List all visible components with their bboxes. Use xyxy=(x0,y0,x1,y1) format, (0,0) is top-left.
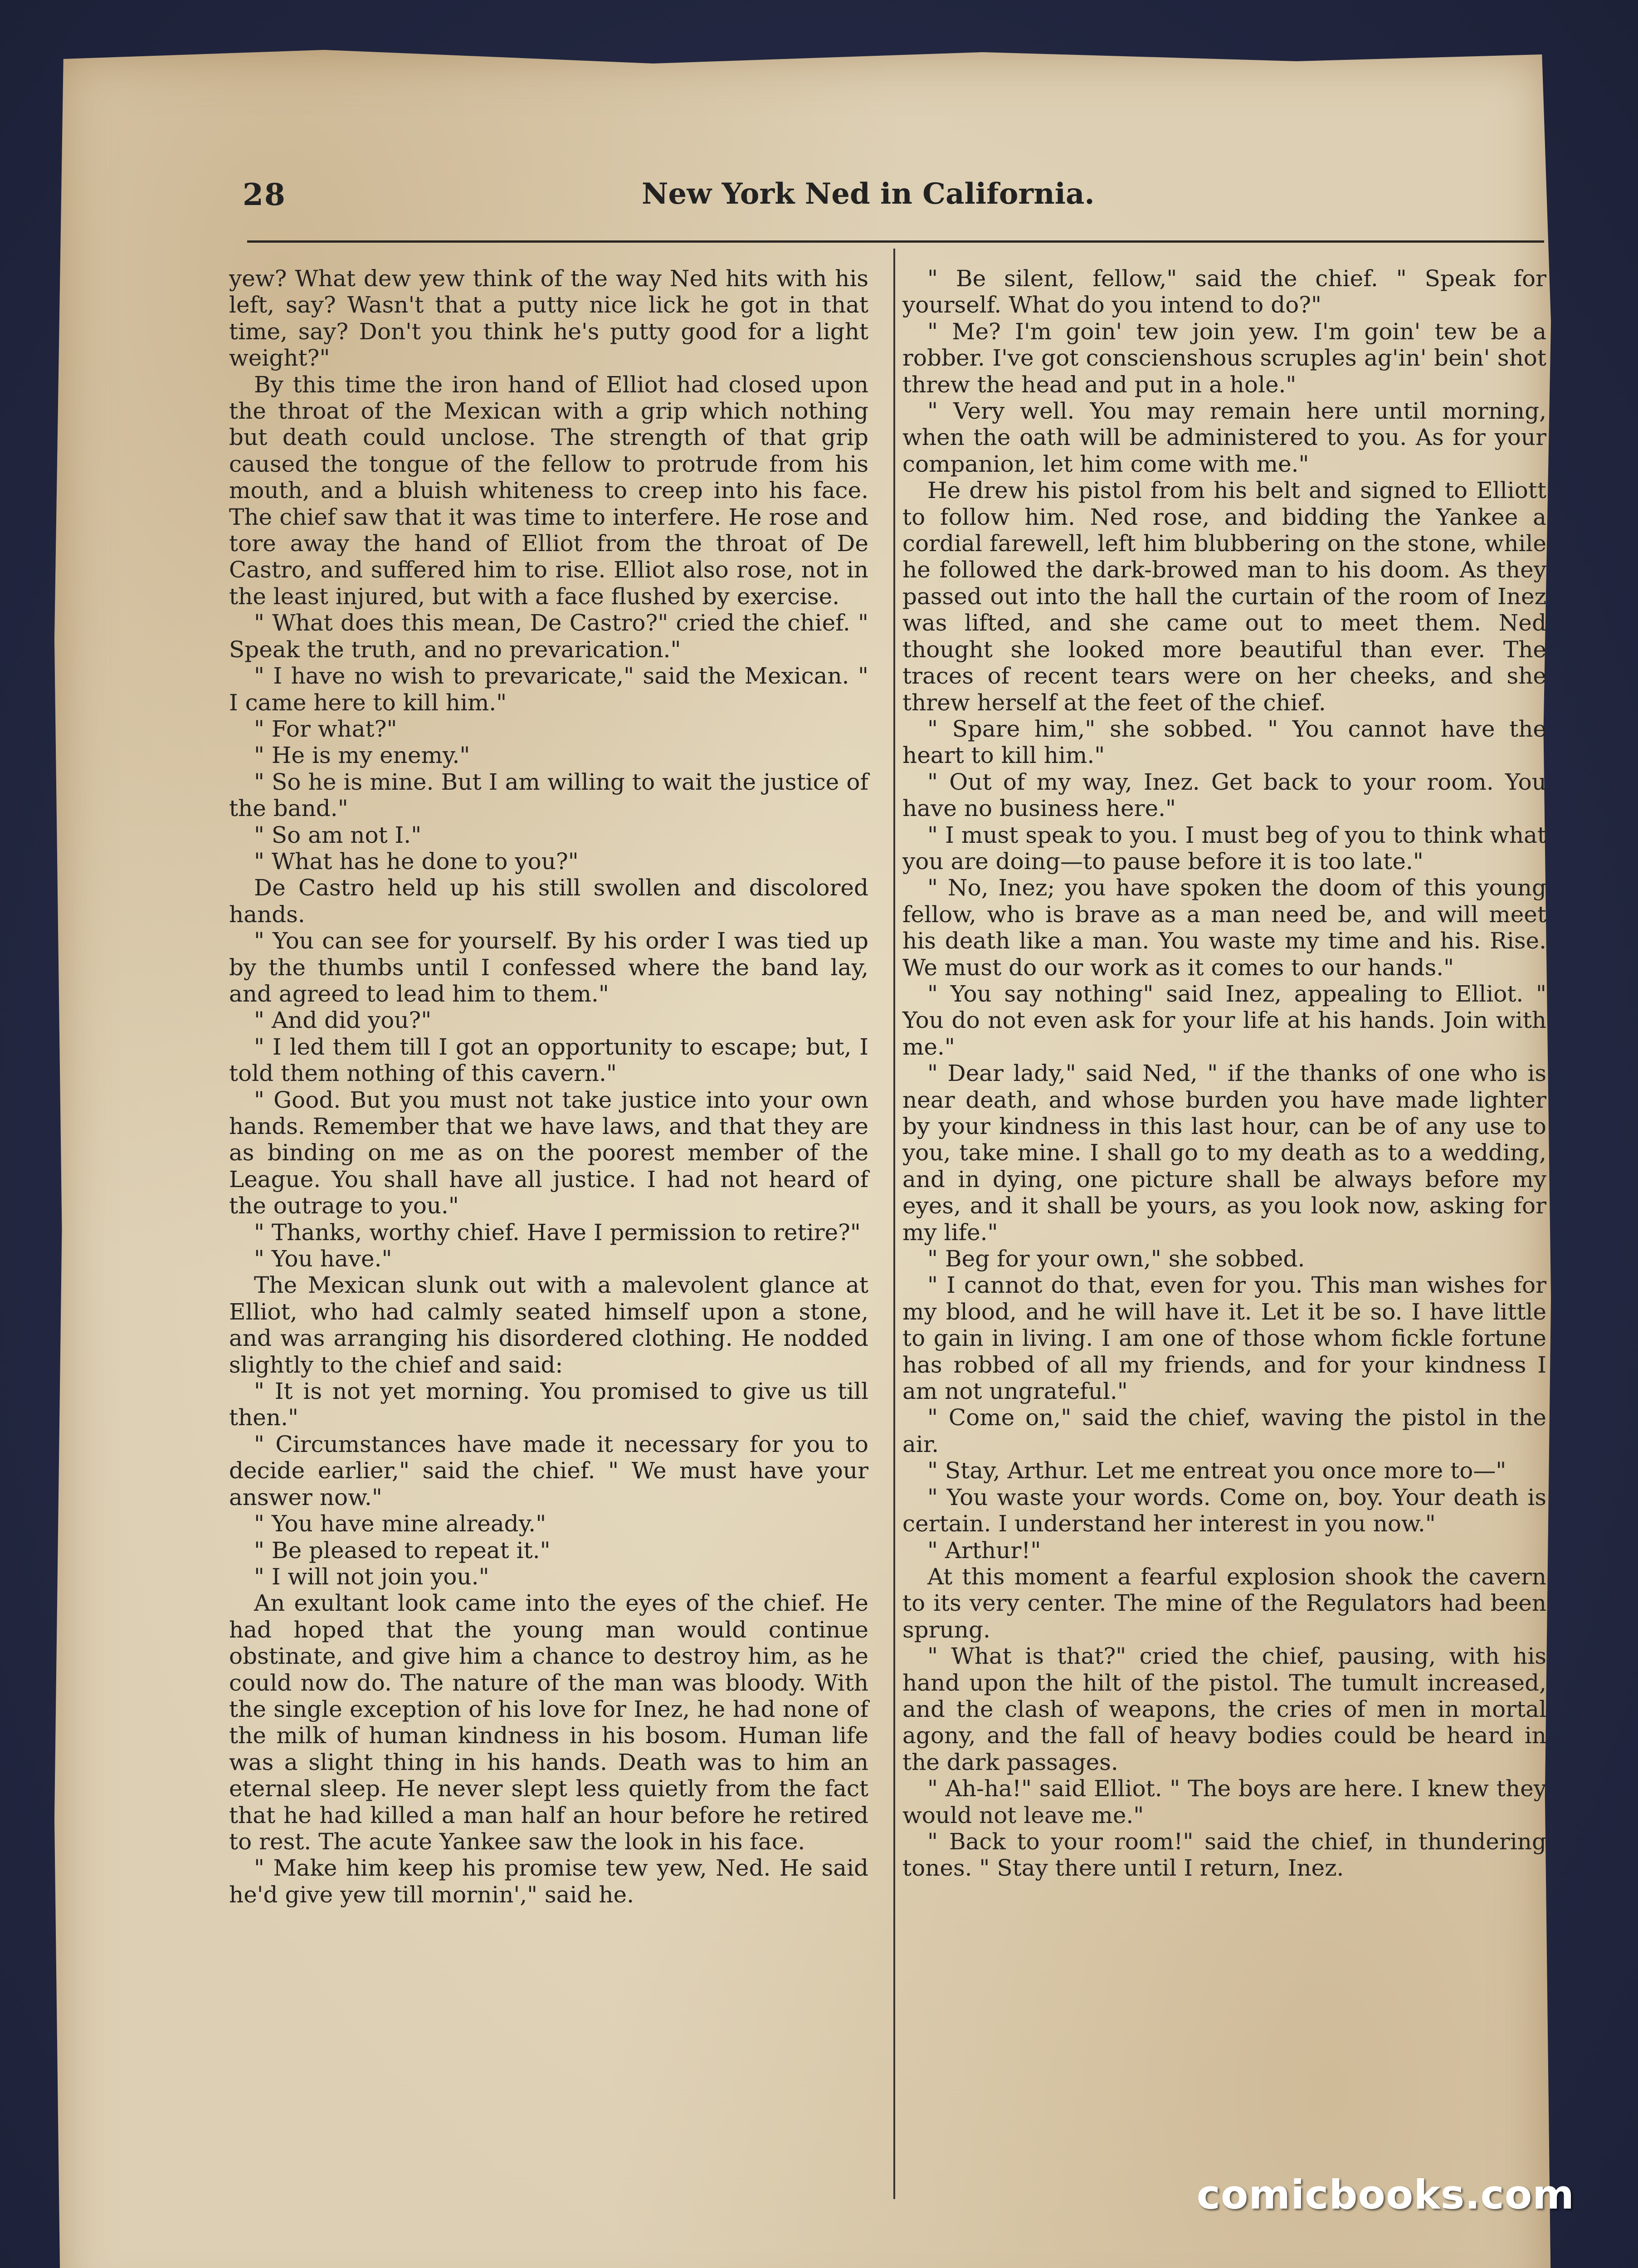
paragraph: " I will not join you." xyxy=(254,1563,489,1590)
paragraph: An exultant look came into the eyes of the chief. He had hoped that the young man would continue obstinate, and give him a chance to destroy him, as he could now do. The nature of the man was bloody. With the single exception of his love for Inez, he had none of the milk of human kindness in his bosom. Human life was a slight thing in his hands. Death was to him an eternal sleep. He never slept less quietly from the fact that he had killed a man half an hour before he retired to rest. The acute Yankee saw the look in his face. xyxy=(229,1590,868,1855)
paragraph: " Thanks, worthy chief. Have I permission to retire?" xyxy=(254,1219,861,1246)
paragraph: " Come on," said the chief, waving the pistol in the air. xyxy=(902,1404,1546,1457)
page-number: 28 xyxy=(243,177,286,212)
paragraph: " What has he done to you?" xyxy=(254,848,579,875)
paragraph: " Circumstances have made it necessary for you to decide earlier," said the chief. " We must have your answer now." xyxy=(229,1431,868,1510)
running-title: New York Ned in California. xyxy=(642,177,1095,211)
paragraph: " You can see for yourself. By his order I was tied up by the thumbs until I confessed where the band lay, and agreed to lead him to them." xyxy=(229,928,868,1007)
paragraph: " Stay, Arthur. Let me entreat you once more to—" xyxy=(927,1457,1506,1484)
paragraph: " Ah-ha!" said Elliot. " The boys are here. I knew they would not leave me." xyxy=(902,1775,1546,1828)
paragraph: " No, Inez; you have spoken the doom of this young fellow, who is brave as a man need be, and will meet his death like a man. You waste my time and his. Rise. We must do our work as it comes to our hands." xyxy=(902,875,1546,981)
paragraph: " I must speak to you. I must beg of you to think what you are doing—to pause before it is too late." xyxy=(902,821,1546,875)
paragraph: " You have mine already." xyxy=(254,1510,546,1537)
paragraph: " Be pleased to repeat it." xyxy=(254,1537,551,1564)
paragraph: At this moment a fearful explosion shook the cavern to its very center. The mine of the Regulators had been sprung. xyxy=(902,1563,1546,1643)
paragraph: " I led them till I got an opportunity to escape; but, I told them nothing of this cavern." xyxy=(229,1033,868,1087)
paragraph: " What does this mean, De Castro?" cried the chief. " Speak the truth, and no prevarication." xyxy=(229,610,868,663)
paragraph: yew? What dew yew think of the way Ned hits with his left, say? Wasn't that a putty nice lick he got in that time, say? Don't you think he's putty good for a light weight?" xyxy=(229,265,868,371)
paragraph: " You waste your words. Come on, boy. Your death is certain. I understand her interest in you now." xyxy=(902,1484,1546,1537)
paragraph: " Beg for your own," she sobbed. xyxy=(927,1246,1305,1272)
paragraph: " Out of my way, Inez. Get back to your room. You have no business here." xyxy=(902,768,1546,822)
paragraph: " Good. But you must not take justice into your own hands. Remember that we have laws, and that they are as binding on me as on the poorest member of the League. You shall have all justice. I had not heard of the outrage to you." xyxy=(229,1086,868,1219)
paragraph: " So he is mine. But I am willing to wait the justice of the band." xyxy=(229,768,868,822)
paragraph: " You say nothing" said Inez, appealing to Elliot. " You do not even ask for your life at his hands. Join with me." xyxy=(902,980,1546,1060)
paragraph: " Make him keep his promise tew yew, Ned. He said he'd give yew till mornin'," said he. xyxy=(229,1855,868,1908)
paragraph: De Castro held up his still swollen and discolored hands. xyxy=(229,875,868,928)
paragraph: " For what?" xyxy=(254,715,397,742)
paragraph: " Be silent, fellow," said the chief. " Speak for yourself. What do you intend to do?" xyxy=(902,265,1546,318)
right-column xyxy=(902,265,1546,1882)
paragraph: By this time the iron hand of Elliot had closed upon the throat of the Mexican with a grip which nothing but death could unclose. The strength of that grip caused the tongue of the fellow to protrude from his mouth, and a bluish whiteness to creep into his face. The chief saw that it was time to interfere. He rose and tore away the hand of Elliot from the throat of De Castro, and suffered him to rise. Elliot also rose, not in the least injured, but with a face flushed by exercise. xyxy=(229,371,868,610)
paragraph: " You have." xyxy=(254,1246,392,1272)
paragraph: " Me? I'm goin' tew join yew. I'm goin' tew be a robber. I've got conscienshous scruples ag'in' bein' shot threw the head and put in a hole." xyxy=(902,318,1546,398)
page-header xyxy=(243,177,1345,227)
watermark: comicbooks.com xyxy=(1196,2171,1575,2218)
paragraph: " Back to your room!" said the chief, in thundering tones. " Stay there until I return, Inez. xyxy=(902,1828,1546,1882)
paragraph: " And did you?" xyxy=(254,1007,432,1034)
paragraph: " It is not yet morning. You promised to give us till then." xyxy=(229,1378,868,1431)
header-rule xyxy=(247,240,1544,243)
paragraph: " I cannot do that, even for you. This man wishes for my blood, and he will have it. Let it be so. I have little to gain in living. I am one of those whom fickle fortune has robbed of all my friends, and for your kindness I am not ungrateful." xyxy=(902,1272,1546,1405)
paragraph: " Spare him," she sobbed. " You cannot have the heart to kill him." xyxy=(902,715,1546,769)
column-divider xyxy=(893,249,895,2199)
left-column xyxy=(229,265,868,1908)
paragraph: " He is my enemy." xyxy=(254,742,470,769)
paragraph: " Arthur!" xyxy=(927,1537,1041,1564)
paragraph: He drew his pistol from his belt and signed to Elliott to follow him. Ned rose, and bidding the Yankee a cordial farewell, left him blubbering on the stone, while he followed the dark-browed man to his doom. As they passed out into the hall the curtain of the room of Inez was lifted, and she came out to meet them. Ned thought she looked more beautiful than ever. The traces of recent tears were on her cheeks, and she threw herself at the feet of the chief. xyxy=(902,477,1546,716)
paragraph: " Dear lady," said Ned, " if the thanks of one who is near death, and whose burden you have made lighter by your kindness in this last hour, can be of any use to you, take mine. I shall go to my death as to a wedding, and in dying, one picture shall be always before my eyes, and it shall be yours, as you look now, asking for my life." xyxy=(902,1060,1546,1246)
paragraph: " What is that?" cried the chief, pausing, with his hand upon the hilt of the pistol. The tumult increased, and the clash of weapons, the cries of men in mortal agony, and the fall of heavy bodies could be heard in the dark passages. xyxy=(902,1643,1546,1775)
paragraph: The Mexican slunk out with a malevolent glance at Elliot, who had calmly seated himself upon a stone, and was arranging his disordered clothing. He nodded slightly to the chief and said: xyxy=(229,1272,868,1378)
paragraph: " So am not I." xyxy=(254,821,422,848)
paragraph: " Very well. You may remain here until morning, when the oath will be administered to you. As for your companion, let him come with me." xyxy=(902,398,1546,477)
paragraph: " I have no wish to prevaricate," said the Mexican. " I came here to kill him." xyxy=(229,663,868,716)
